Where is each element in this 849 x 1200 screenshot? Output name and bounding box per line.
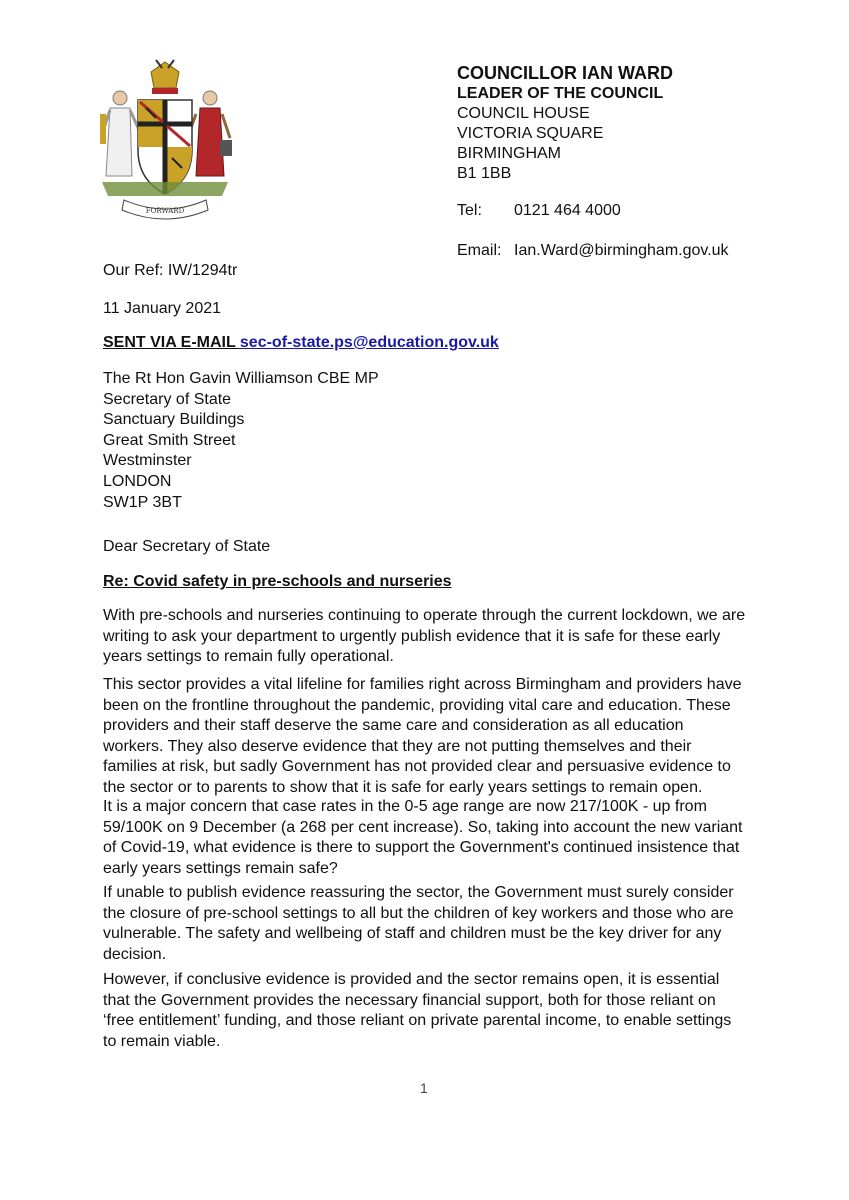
telephone-label: Tel: <box>457 202 482 219</box>
telephone-row <box>457 202 621 220</box>
recipient-line: LONDON <box>103 472 172 490</box>
address-line: B1 1BB <box>457 165 512 182</box>
recipient-address <box>103 369 748 513</box>
birmingham-coat-of-arms-logo <box>96 58 234 220</box>
sender-role: LEADER OF THE COUNCIL <box>457 85 664 102</box>
letter-date: 11 January 2021 <box>103 300 222 317</box>
address-line: VICTORIA SQUARE <box>457 125 604 142</box>
body-paragraph: With pre-schools and nurseries continuing to operate through the current lockdown, we are writing to ask your department to urgently publish evidence that it is safe for these early years settings to remain fully operational. <box>103 607 746 666</box>
body-paragraph: However, if conclusive evidence is provided and the sector remains open, it is essential that the Government provides the necessary financial support, both for those reliant on ‘free entitlement’ funding, and those reliant on private parental income, to enable settings to remain viable. <box>103 971 732 1050</box>
recipient-email-link[interactable]: sec-of-state.ps@education.gov.uk <box>239 334 499 351</box>
email-label: Email: <box>457 242 502 259</box>
crest-motto: FORWARD <box>145 207 185 215</box>
sent-via-email-line <box>103 333 748 354</box>
letterhead <box>457 62 673 184</box>
address-line: BIRMINGHAM <box>457 145 561 162</box>
telephone-number: 0121 464 4000 <box>514 202 621 219</box>
body-paragraph: It is a major concern that case rates in the 0-5 age range are now 217/100K - up from 59/100K on 9 December (a 268 per cent increase). So, taking into account the new variant of Covid-19, what evidence is there to support the Government's continued insistence that early years settings remain safe? <box>103 798 743 877</box>
email-row <box>457 242 729 260</box>
body-paragraph: If unable to publish evidence reassuring the sector, the Government must surely consider the closure of pre-school settings to all but the children of key workers and those who are vulnerable. The safety and wellbeing of staff and children must be the key driver for any decision. <box>103 884 734 963</box>
sent-via-label: SENT VIA E-MAIL <box>103 334 240 351</box>
recipient-line: Westminster <box>103 452 192 470</box>
recipient-line: The Rt Hon Gavin Williamson CBE MP <box>103 370 379 387</box>
body-paragraph: This sector provides a vital lifeline for families right across Birmingham and providers have been on the frontline throughout the pandemic, providing vital care and education. These providers and their staff deserve the same care and consideration as all education workers. They also deserve evidence that they are not putting themselves and their families at risk, but sadly Government has not provided clear and persuasive evidence to the sector or to parents to show that it is safe for early years settings to remain open. <box>103 676 742 796</box>
page-number: 1 <box>420 1080 428 1096</box>
subject-line: Re: Covid safety in pre-schools and nurseries <box>103 573 452 590</box>
salutation: Dear Secretary of State <box>103 538 271 555</box>
sender-name: COUNCILLOR IAN WARD <box>457 63 673 83</box>
our-reference: Our Ref: IW/1294tr <box>103 262 238 279</box>
address-line: COUNCIL HOUSE <box>457 105 590 122</box>
recipient-line: Secretary of State <box>103 390 232 408</box>
sender-email: Ian.Ward@birmingham.gov.uk <box>514 242 729 259</box>
recipient-line: Sanctuary Buildings <box>103 411 245 429</box>
recipient-line: SW1P 3BT <box>103 493 182 511</box>
recipient-line: Great Smith Street <box>103 431 236 449</box>
